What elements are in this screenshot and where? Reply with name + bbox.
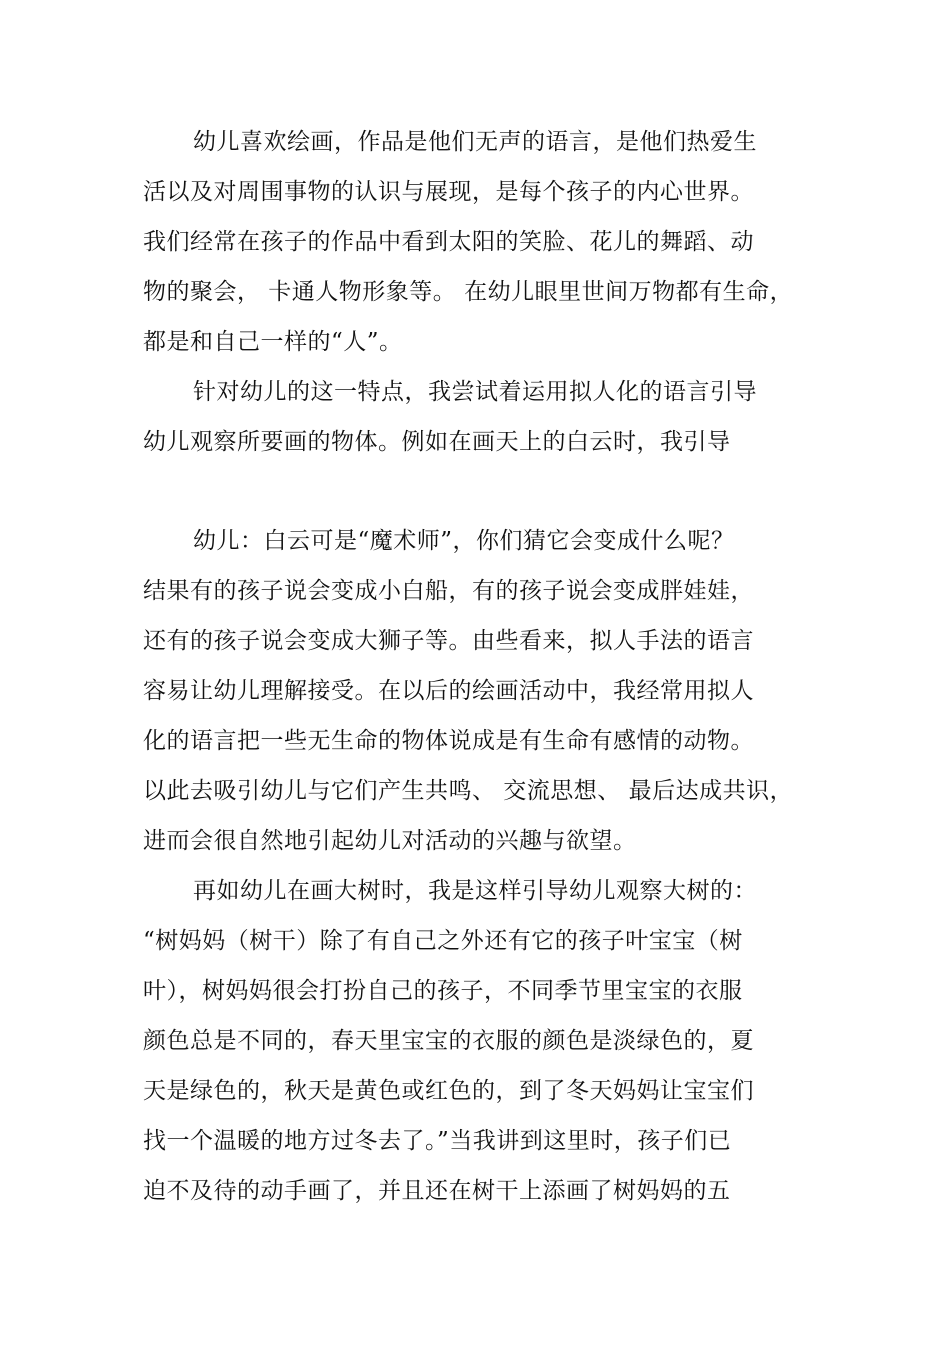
text-line: 天是绿色的，秋天是黄色或红色的，到了冬天妈妈让宝宝们 bbox=[143, 1078, 754, 1104]
text-line: 针对幼儿的这一特点，我尝试着运用拟人化的语言引导 bbox=[193, 379, 757, 405]
text-line: 物的聚会， 卡通人物形象等。 在幼儿眼里世间万物都有生命， bbox=[143, 279, 794, 305]
text-line: 迫不及待的动手画了，并且还在树干上添画了树妈妈的五 bbox=[143, 1178, 731, 1204]
text-line: 幼儿喜欢绘画，作品是他们无声的语言，是他们热爱生 bbox=[193, 129, 757, 155]
text-line: 找一个温暖的地方过冬去了。”当我讲到这里时，孩子们已 bbox=[143, 1128, 732, 1154]
text-line: 我们经常在孩子的作品中看到太阳的笑脸、花儿的舞蹈、动 bbox=[143, 229, 754, 255]
text-line: 颜色总是不同的，春天里宝宝的衣服的颜色是淡绿色的，夏 bbox=[143, 1028, 754, 1054]
text-line: 进而会很自然地引起幼儿对活动的兴趣与欲望。 bbox=[143, 828, 637, 854]
text-line: 活以及对周围事物的认识与展现，是每个孩子的内心世界。 bbox=[143, 179, 754, 205]
text-line: 都是和自己一样的“人”。 bbox=[143, 329, 403, 355]
text-line: 以此去吸引幼儿与它们产生共鸣、 交流思想、 最后达成共识， bbox=[143, 778, 794, 804]
text-line: 结果有的孩子说会变成小白船，有的孩子说会变成胖娃娃， bbox=[143, 578, 754, 604]
text-line: 幼儿：白云可是“魔术师”，你们猜它会变成什么呢？ bbox=[193, 528, 735, 554]
text-line: 幼儿观察所要画的物体。例如在画天上的白云时，我引导 bbox=[143, 429, 731, 455]
text-line: 还有的孩子说会变成大狮子等。由些看来，拟人手法的语言 bbox=[143, 628, 754, 654]
text-line: 叶），树妈妈很会打扮自己的孩子，不同季节里宝宝的衣服 bbox=[143, 978, 743, 1004]
text-line: 化的语言把一些无生命的物体说成是有生命有感情的动物。 bbox=[143, 728, 754, 754]
text-line: 再如幼儿在画大树时，我是这样引导幼儿观察大树的： bbox=[193, 878, 757, 904]
text-line: “树妈妈（树干）除了有自己之外还有它的孩子叶宝宝（树 bbox=[143, 928, 743, 954]
text-line: 容易让幼儿理解接受。在以后的绘画活动中，我经常用拟人 bbox=[143, 678, 754, 704]
